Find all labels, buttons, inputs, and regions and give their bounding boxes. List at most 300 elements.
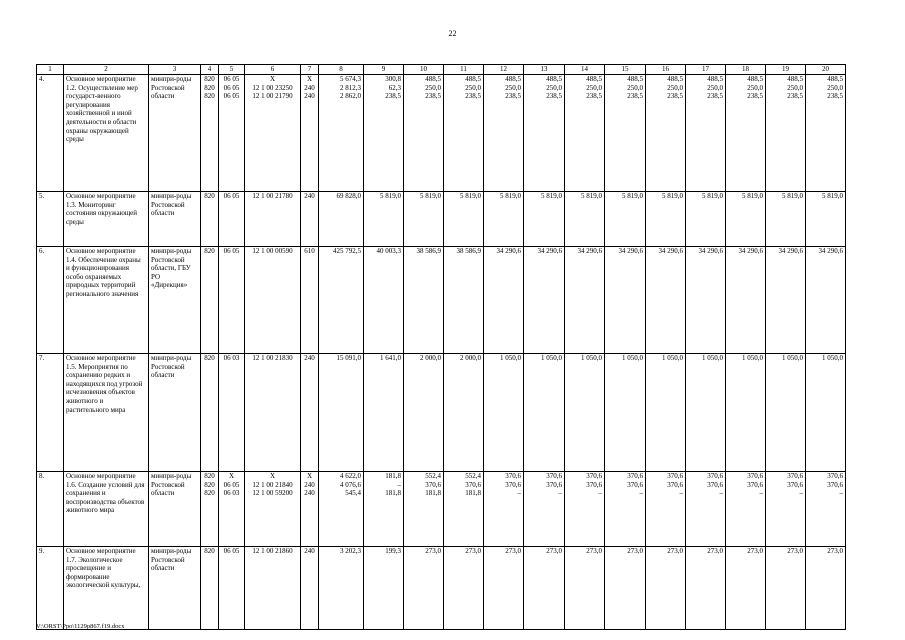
- cell-value: 273,0: [827, 547, 843, 555]
- value-cell: [646, 547, 686, 630]
- activity-name: Основное мероприятие 1.4. Обеспечение охраны и функционирования особо охраняемых природных территорий регионального значения: [64, 247, 149, 354]
- cell-value: 34 290,6: [577, 247, 602, 255]
- row-number: 7.: [37, 354, 64, 472]
- cell-value: 62,3: [388, 83, 401, 92]
- cell-value: –: [759, 489, 763, 498]
- column-header: 16: [646, 65, 686, 75]
- cell-value: 238,5: [385, 92, 401, 101]
- value-cell: [219, 547, 245, 630]
- value-cell: [484, 472, 524, 547]
- column-header: 19: [766, 65, 806, 75]
- cell-value: 5 819,0: [420, 192, 441, 200]
- column-header: 14: [565, 65, 605, 75]
- value-cell: [444, 547, 484, 630]
- value-cell: [219, 247, 245, 354]
- cell-value: 238,5: [586, 92, 602, 101]
- cell-value: 2 000,0: [420, 354, 441, 362]
- cell-value: 238,5: [425, 92, 441, 101]
- header-row: [37, 65, 846, 75]
- cell-value: 820: [204, 547, 215, 555]
- value-cell: [364, 192, 404, 247]
- value-cell: [201, 247, 219, 354]
- value-cell: [646, 472, 686, 547]
- cell-value: 06 03: [223, 354, 240, 362]
- row-number: 8.: [37, 472, 64, 547]
- value-cell: [806, 547, 846, 630]
- value-cell: [219, 192, 245, 247]
- cell-value: Х: [306, 472, 313, 480]
- cell-value: 1 050,0: [500, 354, 521, 362]
- cell-value: 273,0: [747, 547, 763, 555]
- cell-value: 5 819,0: [822, 192, 843, 200]
- value-cell: [766, 247, 806, 354]
- cell-value: 181,8: [465, 489, 481, 498]
- cell-value: 370,6: [667, 472, 683, 480]
- cell-value: 34 290,6: [818, 247, 843, 255]
- value-cell: [686, 75, 726, 192]
- cell-value: 273,0: [667, 547, 683, 555]
- cell-value: 2 812,3: [340, 83, 361, 92]
- value-cell: [766, 192, 806, 247]
- value-cell: [605, 472, 646, 547]
- value-cell: [319, 192, 364, 247]
- cell-value: 370,6: [425, 480, 441, 489]
- cell-value: 34 290,6: [496, 247, 521, 255]
- value-cell: [364, 472, 404, 547]
- value-cell: [219, 472, 245, 547]
- cell-value: 552,4: [425, 472, 441, 480]
- cell-value: 370,6: [546, 472, 562, 480]
- value-cell: [726, 75, 766, 192]
- cell-value: 273,0: [505, 547, 521, 555]
- column-header: 12: [484, 65, 524, 75]
- cell-value: 238,5: [827, 92, 843, 101]
- cell-value: 1 050,0: [822, 354, 843, 362]
- cell-value: 820: [204, 354, 215, 362]
- cell-value: 12 1 00 21780: [252, 192, 293, 200]
- cell-value: 06 05: [223, 480, 240, 489]
- value-cell: [319, 75, 364, 192]
- executor: минпри-роды Ростовской области: [149, 547, 201, 630]
- cell-value: 5 819,0: [702, 192, 723, 200]
- row-number: 9.: [37, 547, 64, 630]
- value-cell: [605, 247, 646, 354]
- value-cell: [524, 247, 565, 354]
- cell-value: 181,8: [425, 489, 441, 498]
- value-cell: [646, 192, 686, 247]
- cell-value: 250,0: [627, 83, 643, 92]
- cell-value: 488,5: [747, 75, 763, 83]
- cell-value: 370,6: [827, 480, 843, 489]
- cell-value: Х: [269, 75, 276, 83]
- cell-value: 273,0: [465, 547, 481, 555]
- cell-value: 1 050,0: [782, 354, 803, 362]
- table-row: [37, 192, 846, 247]
- cell-value: 240: [304, 192, 315, 200]
- cell-value: 820: [204, 247, 215, 255]
- cell-value: 240: [304, 489, 315, 498]
- value-cell: [484, 547, 524, 630]
- budget-table: [36, 64, 846, 630]
- footer-file-path: V:\ORST\Ppo\1129p867.f19.docx: [36, 623, 125, 630]
- cell-value: 06 05: [223, 247, 240, 255]
- value-cell: [726, 247, 766, 354]
- value-cell: [301, 192, 319, 247]
- activity-name: Основное мероприятие 1.6. Создание условий для сохранения и воспроизводства объектов животного мира: [64, 472, 149, 547]
- value-cell: [404, 354, 444, 472]
- value-cell: [605, 547, 646, 630]
- value-cell: [404, 75, 444, 192]
- cell-value: 34 290,6: [658, 247, 683, 255]
- cell-value: 488,5: [787, 75, 803, 83]
- value-cell: [565, 472, 605, 547]
- cell-value: 488,5: [667, 75, 683, 83]
- cell-value: –: [799, 489, 803, 498]
- cell-value: 250,0: [425, 83, 441, 92]
- cell-value: 273,0: [586, 547, 602, 555]
- value-cell: [444, 472, 484, 547]
- cell-value: 5 819,0: [500, 192, 521, 200]
- value-cell: [444, 75, 484, 192]
- cell-value: 273,0: [787, 547, 803, 555]
- cell-value: 238,5: [707, 92, 723, 101]
- cell-value: 4 622,0: [340, 472, 361, 480]
- value-cell: [301, 547, 319, 630]
- value-cell: [646, 247, 686, 354]
- table-row: [37, 547, 846, 630]
- cell-value: 820: [204, 92, 215, 101]
- value-cell: [245, 192, 301, 247]
- value-cell: [565, 354, 605, 472]
- value-cell: [605, 75, 646, 192]
- cell-value: –: [639, 489, 643, 498]
- value-cell: [686, 547, 726, 630]
- value-cell: [646, 75, 686, 192]
- cell-value: 250,0: [707, 83, 723, 92]
- cell-value: 2 862,0: [340, 92, 361, 101]
- cell-value: 06 03: [223, 489, 240, 498]
- cell-value: –: [397, 480, 401, 489]
- cell-value: 12 1 00 21830: [252, 354, 293, 362]
- cell-value: 610: [304, 247, 315, 255]
- column-header: 20: [806, 65, 846, 75]
- cell-value: 238,5: [505, 92, 521, 101]
- value-cell: [404, 247, 444, 354]
- value-cell: [201, 547, 219, 630]
- cell-value: 34 290,6: [738, 247, 763, 255]
- cell-value: 488,5: [827, 75, 843, 83]
- cell-value: 820: [204, 472, 215, 480]
- value-cell: [524, 547, 565, 630]
- value-cell: [245, 75, 301, 192]
- cell-value: 370,6: [546, 480, 562, 489]
- cell-value: 1 641,0: [380, 354, 401, 362]
- cell-value: 38 586,9: [416, 247, 441, 255]
- cell-value: 1 050,0: [622, 354, 643, 362]
- value-cell: [444, 192, 484, 247]
- column-header: 10: [404, 65, 444, 75]
- cell-value: 12 1 00 00590: [252, 247, 293, 255]
- executor: минпри-роды Ростовской области, ГБУ РО «Дирекция»: [149, 247, 201, 354]
- cell-value: 06 05: [223, 192, 240, 200]
- value-cell: [364, 75, 404, 192]
- value-cell: [524, 192, 565, 247]
- cell-value: 69 828,0: [336, 192, 361, 200]
- value-cell: [201, 75, 219, 192]
- cell-value: 06 05: [223, 75, 240, 83]
- cell-value: 34 290,6: [537, 247, 562, 255]
- value-cell: [319, 247, 364, 354]
- cell-value: –: [517, 489, 521, 498]
- cell-value: 820: [204, 480, 215, 489]
- cell-value: 240: [304, 83, 315, 92]
- activity-name: Основное мероприятие 1.2. Осуществление мер государст-венного регулирования хозяйственной и иной деятельности в области охраны окружающей среды: [64, 75, 149, 192]
- row-number: 4.: [37, 75, 64, 192]
- cell-value: 1 050,0: [541, 354, 562, 362]
- value-cell: [364, 354, 404, 472]
- cell-value: 820: [204, 75, 215, 83]
- executor: минпри-роды Ростовской области: [149, 192, 201, 247]
- cell-value: 250,0: [827, 83, 843, 92]
- executor: минпри-роды Ростовской области: [149, 354, 201, 472]
- cell-value: 34 290,6: [618, 247, 643, 255]
- activity-name: Основное мероприятие 1.5. Мероприятия по сохранению редких и находящихся под угрозой исчезновения объектов животного и растительного мира: [64, 354, 149, 472]
- value-cell: [524, 472, 565, 547]
- cell-value: –: [558, 489, 562, 498]
- cell-value: 370,6: [586, 480, 602, 489]
- cell-value: 5 819,0: [742, 192, 763, 200]
- value-cell: [686, 192, 726, 247]
- activity-name: Основное мероприятие 1.3. Мониторинг состояния окружающей среды: [64, 192, 149, 247]
- cell-value: 5 674,3: [340, 75, 361, 83]
- cell-value: 238,5: [787, 92, 803, 101]
- cell-value: –: [598, 489, 602, 498]
- value-cell: [605, 354, 646, 472]
- value-cell: [219, 75, 245, 192]
- value-cell: [766, 547, 806, 630]
- value-cell: [219, 354, 245, 472]
- value-cell: [319, 547, 364, 630]
- cell-value: 238,5: [546, 92, 562, 101]
- cell-value: 5 819,0: [622, 192, 643, 200]
- cell-value: –: [719, 489, 723, 498]
- cell-value: 2 000,0: [460, 354, 481, 362]
- cell-value: 34 290,6: [778, 247, 803, 255]
- value-cell: [364, 247, 404, 354]
- cell-value: 820: [204, 192, 215, 200]
- value-cell: [245, 247, 301, 354]
- cell-value: 1 050,0: [581, 354, 602, 362]
- value-cell: [686, 472, 726, 547]
- value-cell: [245, 354, 301, 472]
- cell-value: 250,0: [505, 83, 521, 92]
- value-cell: [301, 75, 319, 192]
- cell-value: 250,0: [667, 83, 683, 92]
- row-number: 6.: [37, 247, 64, 354]
- value-cell: [245, 547, 301, 630]
- cell-value: 370,6: [747, 472, 763, 480]
- value-cell: [484, 75, 524, 192]
- cell-value: 12 1 00 21790: [252, 92, 293, 101]
- activity-name: Основное мероприятие 1.7. Экологическое просвещение и формирование экологической культуры,: [64, 547, 149, 630]
- page-number: 22: [448, 29, 457, 38]
- value-cell: [201, 192, 219, 247]
- executor: минпри-роды Ростовской области: [149, 75, 201, 192]
- value-cell: [565, 547, 605, 630]
- cell-value: 370,6: [707, 480, 723, 489]
- table-row: [37, 247, 846, 354]
- cell-value: 370,6: [747, 480, 763, 489]
- cell-value: 273,0: [627, 547, 643, 555]
- cell-value: 370,6: [787, 480, 803, 489]
- value-cell: [806, 75, 846, 192]
- table-row: [37, 354, 846, 472]
- value-cell: [524, 354, 565, 472]
- cell-value: 240: [304, 547, 315, 555]
- cell-value: –: [679, 489, 683, 498]
- column-header: 17: [686, 65, 726, 75]
- table-row: [37, 75, 846, 192]
- value-cell: [201, 354, 219, 472]
- value-cell: [766, 354, 806, 472]
- cell-value: 273,0: [425, 547, 441, 555]
- value-cell: [565, 192, 605, 247]
- cell-value: 06 05: [223, 83, 240, 92]
- column-header: 15: [605, 65, 646, 75]
- cell-value: 06 05: [223, 92, 240, 101]
- cell-value: 240: [304, 92, 315, 101]
- value-cell: [444, 354, 484, 472]
- cell-value: 1 050,0: [702, 354, 723, 362]
- value-cell: [726, 472, 766, 547]
- value-cell: [404, 547, 444, 630]
- value-cell: [806, 247, 846, 354]
- cell-value: 552,4: [465, 472, 481, 480]
- cell-value: 238,5: [747, 92, 763, 101]
- value-cell: [484, 247, 524, 354]
- cell-value: 488,5: [586, 75, 602, 83]
- cell-value: 488,5: [505, 75, 521, 83]
- value-cell: [686, 354, 726, 472]
- cell-value: 370,6: [586, 472, 602, 480]
- column-header: 2: [64, 65, 149, 75]
- value-cell: [806, 354, 846, 472]
- column-header: 8: [319, 65, 364, 75]
- table-body: [37, 75, 846, 630]
- value-cell: [726, 354, 766, 472]
- cell-value: 181,8: [385, 472, 401, 480]
- column-header: 1: [37, 65, 64, 75]
- value-cell: [301, 247, 319, 354]
- cell-value: 38 586,9: [456, 247, 481, 255]
- cell-value: 12 1 00 21860: [252, 547, 293, 555]
- executor: минпри-роды Ростовской области: [149, 472, 201, 547]
- cell-value: 300,8: [385, 75, 401, 83]
- cell-value: 240: [304, 480, 315, 489]
- cell-value: 370,6: [465, 480, 481, 489]
- cell-value: 181,8: [385, 489, 401, 498]
- column-header: 9: [364, 65, 404, 75]
- value-cell: [565, 75, 605, 192]
- cell-value: 34 290,6: [698, 247, 723, 255]
- cell-value: 370,6: [505, 480, 521, 489]
- value-cell: [301, 354, 319, 472]
- cell-value: 5 819,0: [460, 192, 481, 200]
- cell-value: 238,5: [465, 92, 481, 101]
- cell-value: 250,0: [747, 83, 763, 92]
- column-header: 13: [524, 65, 565, 75]
- cell-value: 5 819,0: [380, 192, 401, 200]
- cell-value: 370,6: [827, 472, 843, 480]
- cell-value: 250,0: [787, 83, 803, 92]
- cell-value: 12 1 00 23250: [252, 83, 293, 92]
- cell-value: 425 792,5: [333, 247, 361, 255]
- cell-value: 488,5: [465, 75, 481, 83]
- cell-value: 250,0: [546, 83, 562, 92]
- cell-value: 1 050,0: [742, 354, 763, 362]
- value-cell: [524, 75, 565, 192]
- value-cell: [766, 75, 806, 192]
- value-cell: [484, 354, 524, 472]
- cell-value: 15 091,0: [336, 354, 361, 362]
- value-cell: [444, 247, 484, 354]
- cell-value: 12 1 00 21840: [252, 480, 293, 489]
- value-cell: [404, 192, 444, 247]
- column-header: 11: [444, 65, 484, 75]
- cell-value: 370,6: [787, 472, 803, 480]
- cell-value: 250,0: [586, 83, 602, 92]
- column-header: 18: [726, 65, 766, 75]
- cell-value: 370,6: [707, 472, 723, 480]
- cell-value: Х: [306, 75, 313, 83]
- cell-value: 5 819,0: [541, 192, 562, 200]
- cell-value: 370,6: [627, 480, 643, 489]
- cell-value: 370,6: [627, 472, 643, 480]
- cell-value: 12 1 00 59200: [252, 489, 293, 498]
- value-cell: [646, 354, 686, 472]
- cell-value: 40 003,3: [376, 247, 401, 255]
- column-header: 6: [245, 65, 301, 75]
- value-cell: [806, 192, 846, 247]
- cell-value: 820: [204, 83, 215, 92]
- value-cell: [484, 192, 524, 247]
- value-cell: [319, 472, 364, 547]
- cell-value: 3 202,3: [340, 547, 361, 555]
- cell-value: 5 819,0: [581, 192, 602, 200]
- cell-value: 273,0: [546, 547, 562, 555]
- cell-value: 238,5: [627, 92, 643, 101]
- cell-value: –: [839, 489, 843, 498]
- column-header: 5: [219, 65, 245, 75]
- cell-value: 488,5: [546, 75, 562, 83]
- cell-value: 240: [304, 354, 315, 362]
- cell-value: 5 819,0: [782, 192, 803, 200]
- table-row: [37, 472, 846, 547]
- cell-value: Х: [228, 472, 235, 480]
- value-cell: [686, 247, 726, 354]
- cell-value: 820: [204, 489, 215, 498]
- value-cell: [605, 192, 646, 247]
- cell-value: 250,0: [465, 83, 481, 92]
- value-cell: [726, 192, 766, 247]
- column-header: 3: [149, 65, 201, 75]
- value-cell: [364, 547, 404, 630]
- value-cell: [245, 472, 301, 547]
- value-cell: [319, 354, 364, 472]
- value-cell: [726, 547, 766, 630]
- cell-value: 199,3: [385, 547, 401, 555]
- value-cell: [201, 472, 219, 547]
